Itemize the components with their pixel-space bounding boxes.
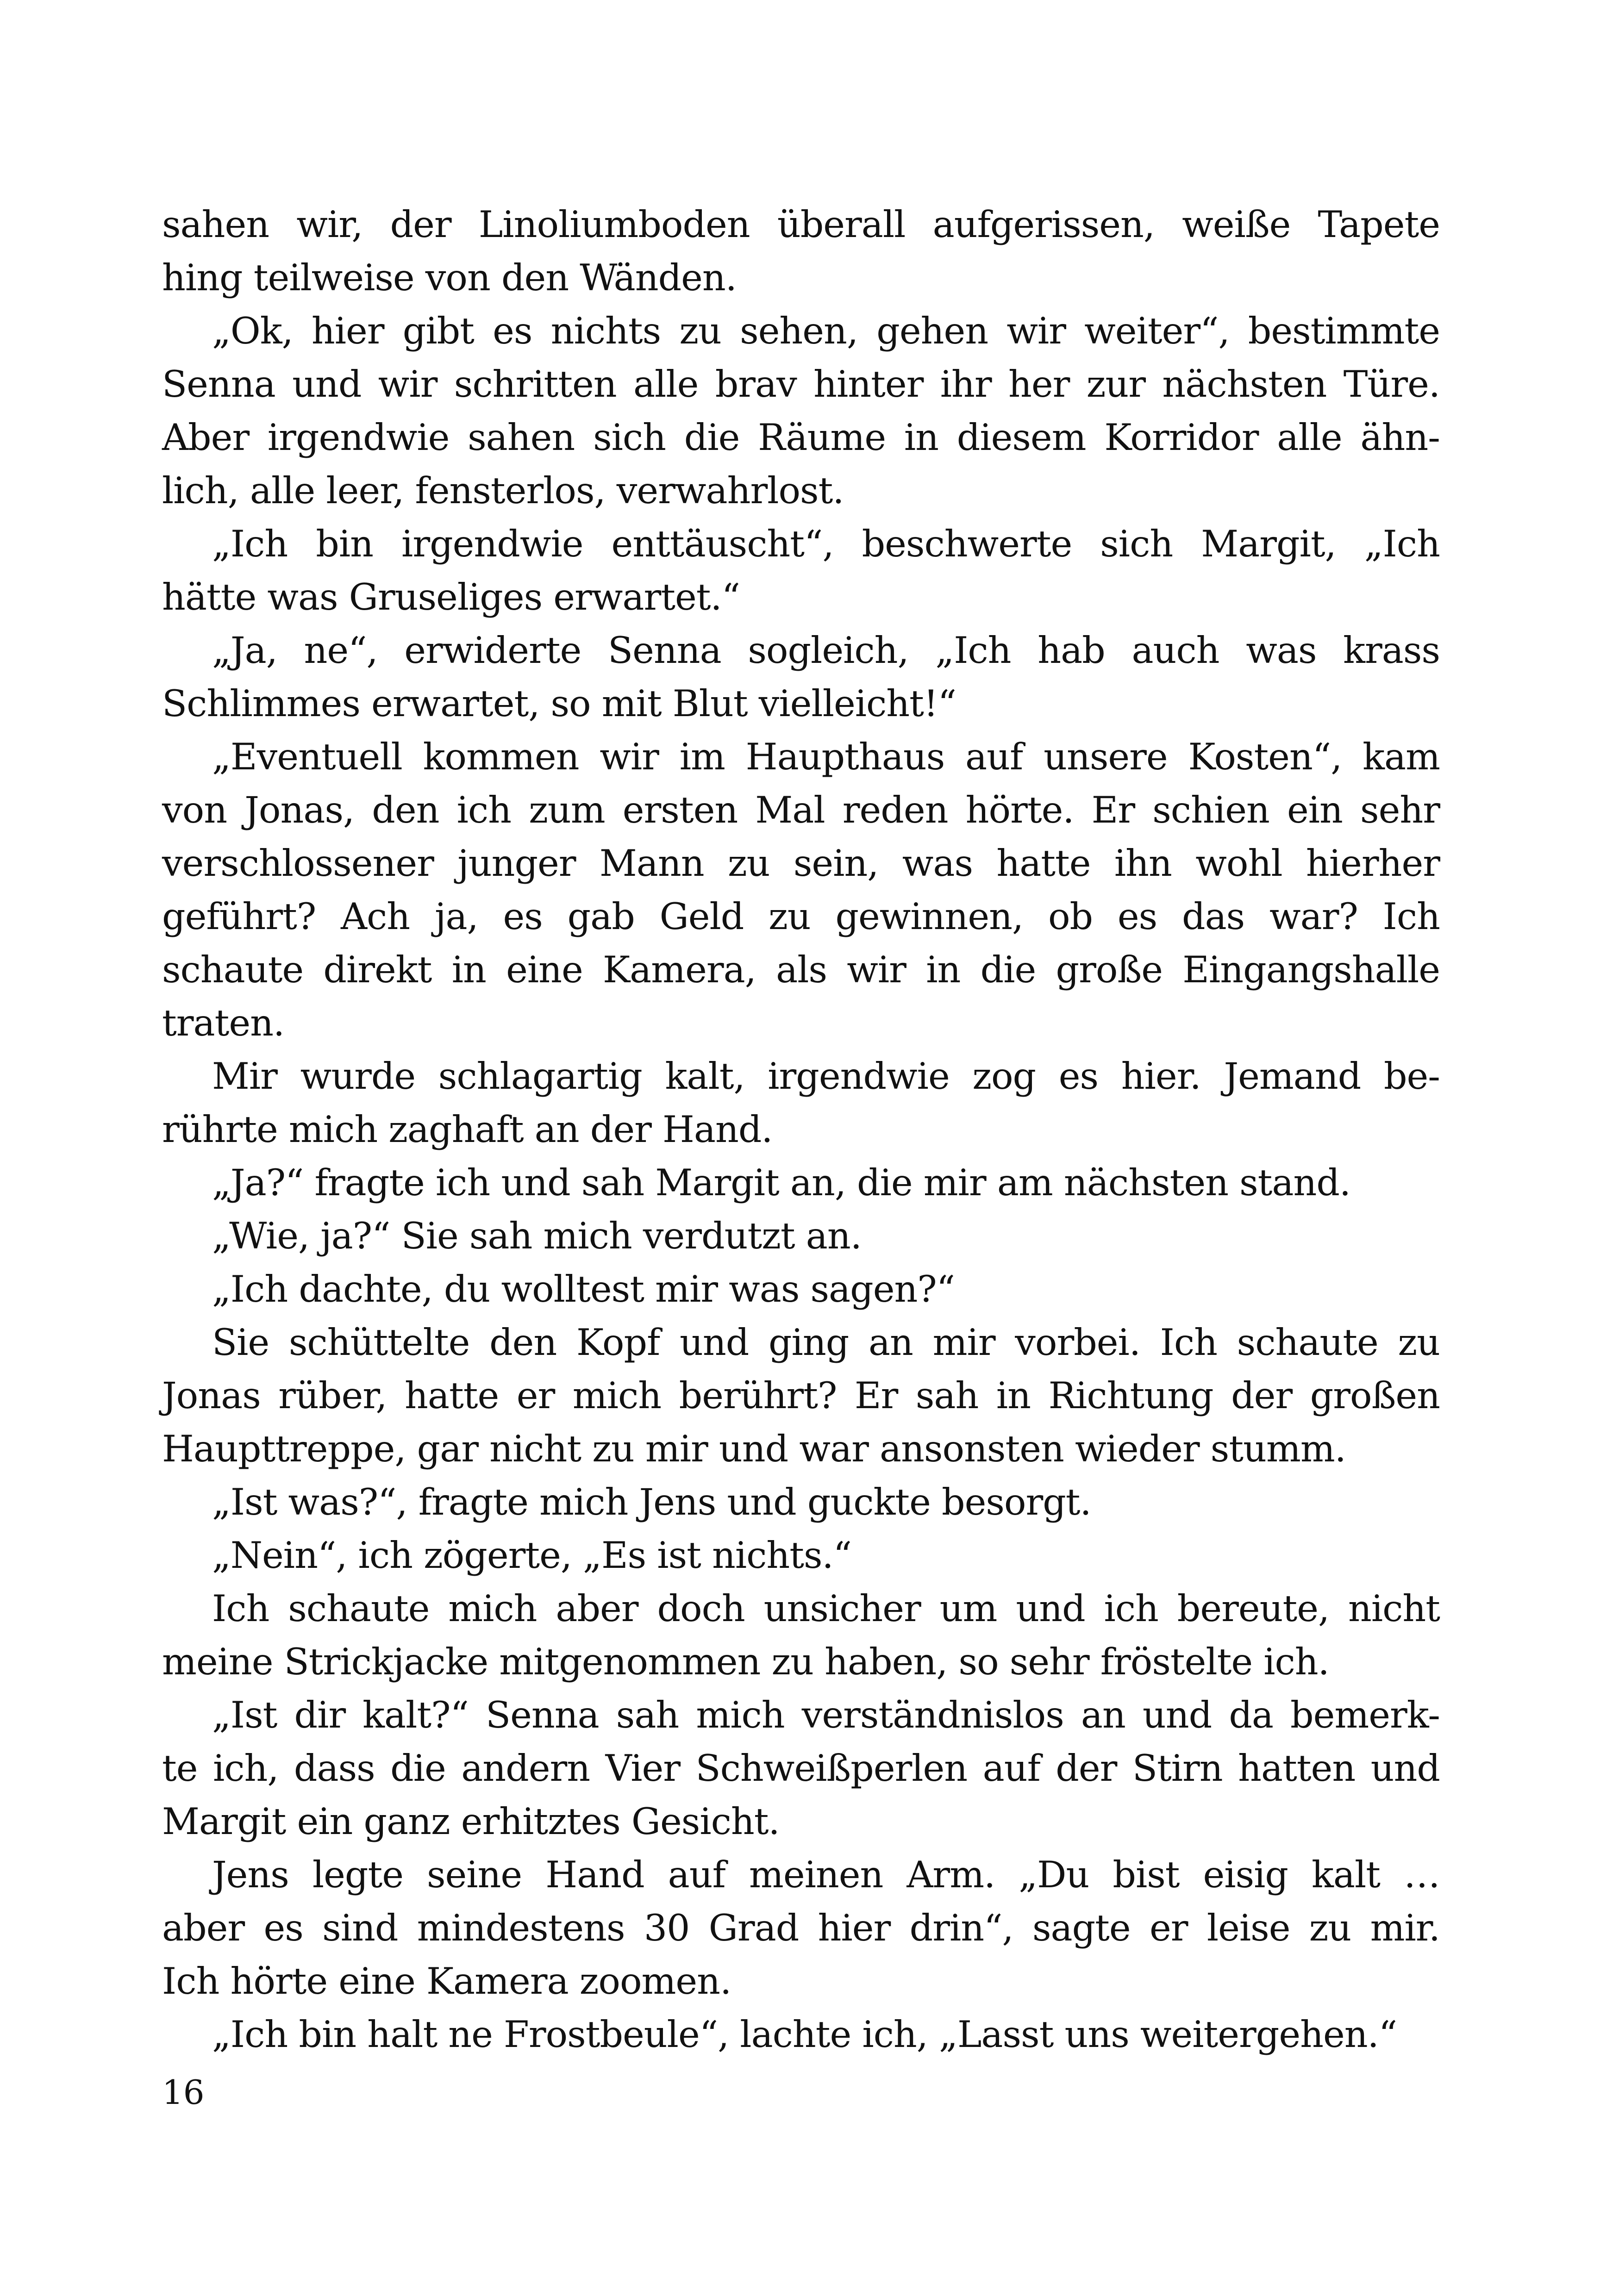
- text-line: aber es sind mindestens 30 Grad hier drin“, sagte er leise zu mir.: [162, 1907, 1440, 1949]
- text-line: Ich schaute mich aber doch unsicher um und ich bereute, nicht: [212, 1587, 1440, 1630]
- text-line: sahen wir, der Linoliumboden überall aufgerissen, weiße Tapete: [162, 203, 1440, 246]
- text-line: „Ist was?“, fragte mich Jens und guckte besorgt.: [212, 1481, 1091, 1523]
- text-line: Margit ein ganz erhitztes Gesicht.: [162, 1800, 780, 1843]
- text-line: „Eventuell kommen wir im Haupthaus auf unsere Kosten“, kam: [212, 736, 1440, 778]
- text-line: „Ich bin halt ne Frostbeule“, lachte ich, „Lasst uns weitergehen.“: [212, 2013, 1397, 2056]
- text-line: schaute direkt in eine Kamera, als wir in die große Eingangshalle: [162, 948, 1440, 991]
- text-line: „Ja?“ fragte ich und sah Margit an, die mir am nächsten stand.: [212, 1161, 1351, 1204]
- text-line: „Ok, hier gibt es nichts zu sehen, gehen wir weiter“, bestimmte: [212, 310, 1440, 352]
- text-line: Mir wurde schlagartig kalt, irgendwie zog es hier. Jemand be-: [212, 1055, 1440, 1098]
- text-line: te ich, dass die andern Vier Schweißperlen auf der Stirn hatten und: [162, 1747, 1440, 1790]
- text-line: verschlossener junger Mann zu sein, was hatte ihn wohl hierher: [162, 842, 1440, 885]
- text-line: geführt? Ach ja, es gab Geld zu gewinnen, ob es das war? Ich: [162, 895, 1440, 938]
- text-line: lich, alle leer, fensterlos, verwahrlost.: [162, 469, 844, 512]
- text-line: Haupttreppe, gar nicht zu mir und war ansonsten wieder stumm.: [162, 1428, 1346, 1470]
- text-line: hätte was Gruseliges erwartet.“: [162, 576, 740, 618]
- text-line: „Ist dir kalt?“ Senna sah mich verständnislos an und da bemerk-: [212, 1694, 1440, 1736]
- text-line: „Nein“, ich zögerte, „Es ist nichts.“: [212, 1534, 852, 1577]
- text-line: „Ja, ne“, erwiderte Senna sogleich, „Ich hab auch was krass: [212, 629, 1440, 672]
- page-number: 16: [162, 2073, 205, 2112]
- text-line: Ich hörte eine Kamera zoomen.: [162, 1960, 731, 2003]
- text-line: von Jonas, den ich zum ersten Mal reden hörte. Er schien ein sehr: [162, 789, 1440, 831]
- text-line: Senna und wir schritten alle brav hinter ihr her zur nächsten Türe.: [162, 363, 1440, 406]
- text-line: Jonas rüber, hatte er mich berührt? Er sah in Richtung der großen: [162, 1374, 1440, 1417]
- text-line: Schlimmes erwartet, so mit Blut vielleicht!“: [162, 682, 956, 725]
- text-line: rührte mich zaghaft an der Hand.: [162, 1108, 773, 1151]
- body-text: [162, 198, 1440, 2061]
- text-line: „Ich dachte, du wolltest mir was sagen?“: [212, 1268, 955, 1310]
- text-line: traten.: [162, 1002, 285, 1044]
- text-line: hing teilweise von den Wänden.: [162, 256, 737, 299]
- text-line: Aber irgendwie sahen sich die Räume in diesem Korridor alle ähn-: [162, 416, 1440, 459]
- text-line: Jens legte seine Hand auf meinen Arm. „Du bist eisig kalt …: [212, 1853, 1440, 1896]
- text-line: meine Strickjacke mitgenommen zu haben, so sehr fröstelte ich.: [162, 1641, 1329, 1683]
- text-line: „Ich bin irgendwie enttäuscht“, beschwerte sich Margit, „Ich: [212, 523, 1440, 565]
- text-line: Sie schüttelte den Kopf und ging an mir vorbei. Ich schaute zu: [212, 1321, 1440, 1364]
- text-line: „Wie, ja?“ Sie sah mich verdutzt an.: [212, 1215, 862, 1257]
